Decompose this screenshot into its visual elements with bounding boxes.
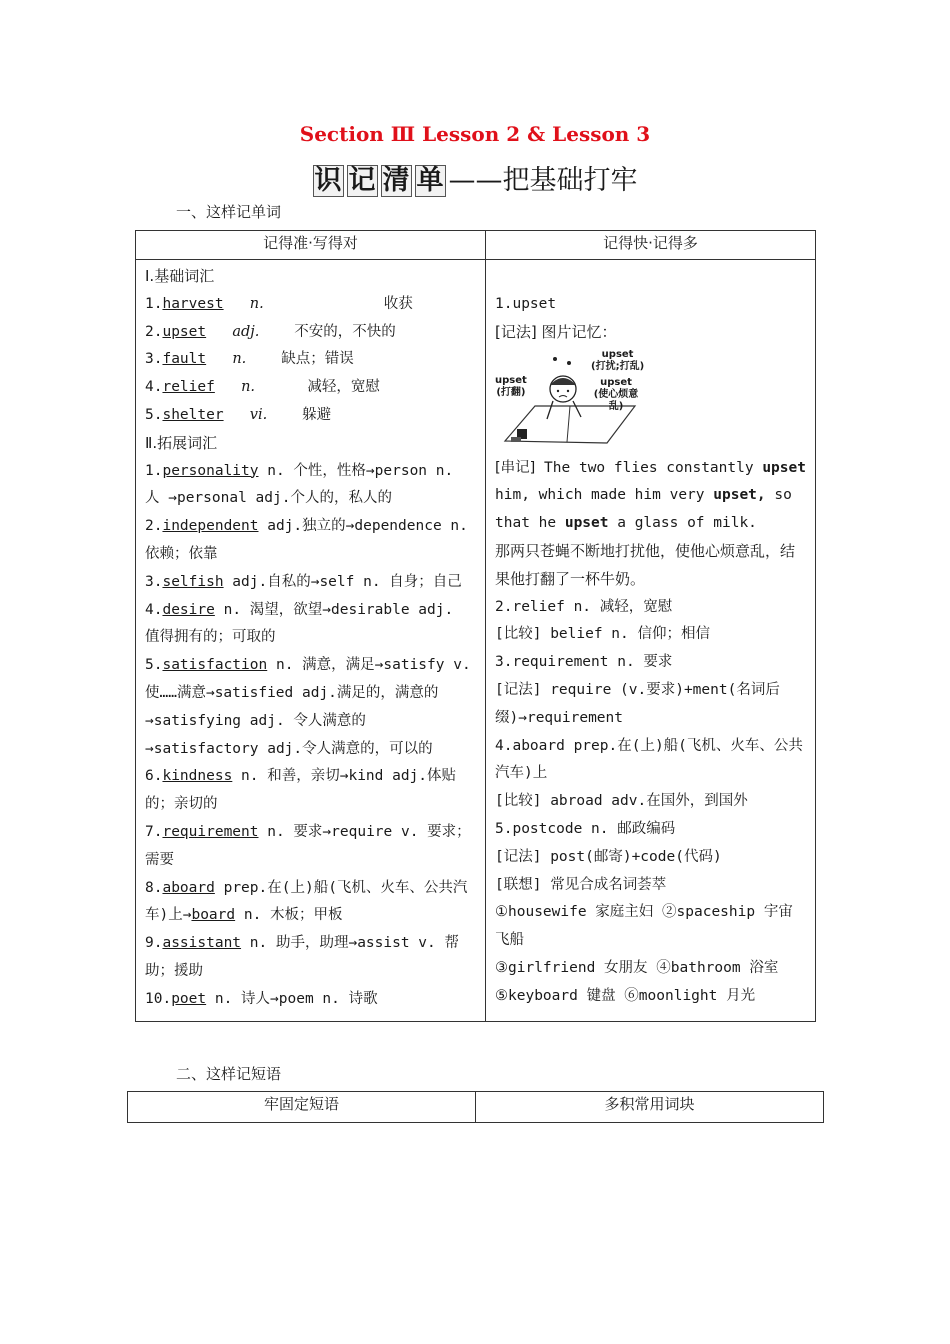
vocab-word: personality xyxy=(162,462,259,479)
vocab-line: 7.requirement n. 要求→require v. 要求；需要 xyxy=(145,823,471,868)
vocab-line: 2.upset adj. 不安的，不快的 xyxy=(145,323,396,340)
vocab-line: 2.independent adj.独立的→dependence n. 依赖；依靠 xyxy=(145,518,468,562)
pic-label-knock-over: upset (打翻) xyxy=(495,374,527,398)
vocab-word: requirement xyxy=(162,823,259,840)
section-banner xyxy=(0,158,950,197)
memo-word: 4.aboard prep.在(上)船(飞机、火车、公共汽车)上 xyxy=(495,737,803,782)
vocab-table xyxy=(135,230,816,1022)
left-column xyxy=(136,260,486,1022)
memo-word: 2.relief n. 减轻，宽慰 xyxy=(495,598,673,615)
memo-note: ①housewife 家庭主妇 ②spaceship 宇宙飞船 xyxy=(495,904,793,949)
banner-char: 清 xyxy=(382,165,410,196)
memory-picture xyxy=(495,348,645,451)
vocab-word: poet xyxy=(171,990,207,1007)
section-heading-phrases: 二、这样记短语 xyxy=(176,1065,282,1083)
vocab-line: 5.shelter vi. 躲避 xyxy=(145,406,332,423)
banner-char: 记 xyxy=(348,165,376,196)
pic-label-upset: upset (使心烦意乱) xyxy=(593,376,639,412)
vocab-line: 4.desire n. 渴望，欲望→desirable adj. 值得拥有的；可取的 xyxy=(145,601,454,646)
vocab-line: 1.personality n. 个性，性格→person n. 人 →personal adj.个人的，私人的 xyxy=(145,462,454,507)
pic-label-disturb: upset (打扰;打乱) xyxy=(591,348,645,372)
phrase-table xyxy=(127,1091,824,1123)
memo-note: [联想] 常见合成名词荟萃 xyxy=(495,876,667,893)
memo-note: [记法] require (v.要求)+ment(名词后缀)→requirement xyxy=(495,681,780,726)
vocab-word: shelter xyxy=(162,406,224,423)
memo-word: 5.postcode n. 邮政编码 xyxy=(495,820,676,837)
banner-char: 单 xyxy=(416,165,444,196)
vocab-line: 4.relief n. 减轻，宽慰 xyxy=(145,379,380,396)
vocab-word: relief xyxy=(162,379,215,396)
memo-method: [记法] 图片记忆： xyxy=(495,322,617,341)
vocab-word: upset xyxy=(162,323,207,340)
memo-note: [记法] post(邮寄)+code(代码) xyxy=(495,848,722,865)
vocab-word: harvest xyxy=(162,295,224,312)
vocab-word: board xyxy=(191,907,236,924)
memo-word: 1.upset xyxy=(495,296,557,312)
page-title: Section Ⅲ Lesson 2 & Lesson 3 xyxy=(299,122,651,146)
memo-note: ③girlfriend 女朋友 ④bathroom 浴室 xyxy=(495,959,779,976)
vocab-word: desire xyxy=(162,601,215,618)
vocab-word: independent xyxy=(162,518,259,535)
vocab-line: 8.aboard prep.在(上)船(飞机、火车、公共汽车)上→board n. 木板；甲板 xyxy=(145,879,468,924)
memo-word: 3.requirement n. 要求 xyxy=(495,654,673,671)
vocab-line: 1.harvest n. 收获 xyxy=(145,295,413,312)
ext-vocab-title: Ⅱ.拓展词汇 xyxy=(145,433,218,452)
vocab-word: satisfaction xyxy=(162,657,268,674)
right-column xyxy=(486,260,816,1022)
vocab-line: 6.kindness n. 和善，亲切→kind adj.体贴的；亲切的 xyxy=(145,768,457,813)
vocab-line: 10.poet n. 诗人→poem n. 诗歌 xyxy=(145,990,378,1007)
vocab-line: 3.fault n. 缺点；错误 xyxy=(145,351,354,368)
memo-note: [比较] belief n. 信仰；相信 xyxy=(495,626,710,643)
basic-vocab-title: Ⅰ.基础词汇 xyxy=(145,267,215,285)
table-header-right: 记得快·记得多 xyxy=(486,231,816,260)
vocab-word: fault xyxy=(162,351,207,368)
chain-translation: 那两只苍蝇不断地打扰他，使他心烦意乱，结果他打翻了一杯牛奶。 xyxy=(495,541,796,588)
vocab-word: selfish xyxy=(162,573,224,590)
memo-note: [比较] abroad adv.在国外，到国外 xyxy=(495,793,748,810)
vocab-word: kindness xyxy=(162,768,233,785)
chain-memo: [串记] The two flies constantly upset him, which made him very upset, so that he upset a glass of milk. xyxy=(495,459,806,532)
phrase-header-right: 多积常用词块 xyxy=(476,1092,824,1123)
table-header-left: 记得准·写得对 xyxy=(136,231,486,260)
vocab-line: 9.assistant n. 助手，助理→assist v. 帮助；援助 xyxy=(145,935,459,979)
vocab-word: aboard xyxy=(162,879,215,896)
vocab-line: 3.selfish adj.自私的→self n. 自身；自己 xyxy=(145,573,462,590)
vocab-line: 5.satisfaction n. 满意，满足→satisfy v. 使……满意→satisfied adj.满足的，满意的→satisfying adj. 令人满意的→satisfactory adj.令人满意的，可以的 xyxy=(145,657,471,757)
memo-note: ⑤keyboard 键盘 ⑥moonlight 月光 xyxy=(495,987,756,1004)
banner-char: 识 xyxy=(314,165,342,196)
phrase-header-left: 牢固定短语 xyxy=(128,1092,476,1123)
vocab-word: assistant xyxy=(162,935,242,952)
section-heading-words: 一、这样记单词 xyxy=(176,203,282,221)
banner-subtitle: ——把基础打牢 xyxy=(448,165,638,196)
